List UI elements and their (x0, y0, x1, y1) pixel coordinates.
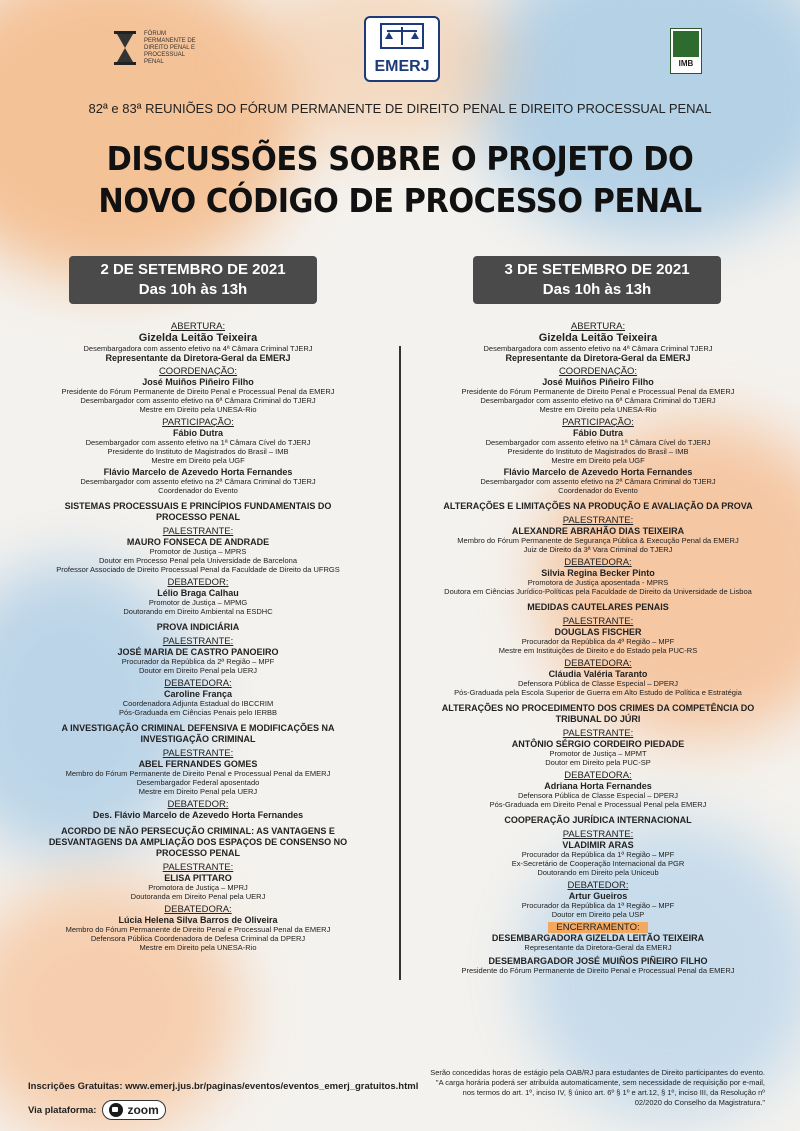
speaker-info: Mestre em Direito Penal pela UERJ (138, 787, 258, 796)
platform-label: Via plataforma: (28, 1104, 97, 1116)
speaker-info: Promotora de Justiça aposentada - MPRS (527, 578, 669, 587)
speaker-info: Promotora de Justiça – MPRJ (148, 883, 248, 892)
speaker-info: Promotor de Justiça – MPRS (149, 547, 247, 556)
label: PALESTRANTE: (162, 748, 234, 759)
speaker-info: Defensora Pública de Classe Especial – DPERJ (517, 679, 679, 688)
speaker-info: Representante da Diretora-Geral da EMERJ (105, 353, 291, 363)
title-line-2: NOVO CÓDIGO DE PROCESSO PENAL (98, 181, 702, 220)
label: PALESTRANTE: (162, 526, 234, 537)
label: DEBATEDORA: (164, 678, 232, 689)
speaker-name: José Muiños Piñeiro Filho (542, 377, 654, 387)
imb-logo (670, 28, 702, 74)
note-line: "A carga horária poderá ser atribuída automaticamente, sem necessidade de requisição por e-mail, (435, 1078, 765, 1087)
label: ABERTURA: (170, 321, 226, 332)
session-title: A INVESTIGAÇÃO CRIMINAL DEFENSIVA E MODIFICAÇÕES NA INVESTIGAÇÃO CRIMINAL (61, 723, 335, 744)
speaker-info: Desembargadora com assento efetivo na 4ª Câmara Criminal TJERJ (483, 344, 713, 353)
speaker-info: Desembargador com assento efetivo na 6ª Câmara Criminal do TJERJ (480, 396, 716, 405)
speaker-name: VLADIMIR ARAS (562, 840, 634, 850)
label: COORDENAÇÃO: (558, 366, 638, 377)
registration-info[interactable]: Inscrições Gratuitas: www.emerj.jus.br/paginas/eventos/eventos_emerj_gratuitos.html (28, 1081, 419, 1092)
forum-logo (112, 30, 204, 66)
hourglass-icon (112, 30, 138, 66)
speaker-info: Promotor de Justiça – MPMT (549, 749, 647, 758)
session-title: ACORDO DE NÃO PERSECUÇÃO CRIMINAL: AS VANTAGENS E DESVANTAGENS DA AMPLIAÇÃO DOS ESPAÇOS DE CONSENSO NO PROCESSO PENAL (48, 826, 348, 858)
speaker-info: Membro do Fórum Permanente de Direito Penal e Processual Penal da EMERJ (65, 769, 331, 778)
label: DEBATEDORA: (564, 770, 632, 781)
speaker-name: DOUGLAS FISCHER (554, 627, 642, 637)
speaker-info: Procurador da República da 4ª Região – MPF (521, 637, 675, 646)
imb-emblem-icon (673, 31, 699, 57)
speaker-info: Membro do Fórum Permanente de Segurança Pública & Execução Penal da EMERJ (457, 536, 739, 545)
speaker-name: ELISA PITTARO (164, 873, 232, 883)
speaker-name: José Muiños Piñeiro Filho (142, 377, 254, 387)
speaker-info: Desembargadora com assento efetivo na 4ª Câmara Criminal TJERJ (83, 344, 313, 353)
day1-program (40, 318, 356, 952)
speaker-info: Doutora em Ciências Jurídico-Políticas pela Faculdade de Direito da Universidade de Lisboa (444, 587, 752, 596)
speaker-info: Mestre em Direito pela UNESA-Rio (139, 405, 257, 414)
session-title: SISTEMAS PROCESSUAIS E PRINCÍPIOS FUNDAMENTAIS DO PROCESSO PENAL (64, 501, 332, 522)
speaker-name: ABEL FERNANDES GOMES (138, 759, 258, 769)
speaker-info: Doutorando em Direito pela Uniceub (537, 868, 659, 877)
label: PARTICIPAÇÃO: (162, 417, 234, 428)
note-line: nos termos do art. 1º, inciso IV, § único art. 6º § 1º e art.12, § 1º, inciso III, da Resolução nº (462, 1088, 765, 1097)
speaker-name: Flávio Marcelo de Azevedo Horta Fernandes (103, 467, 293, 477)
label: DEBATEDOR: (567, 880, 629, 891)
speaker-name: ALEXANDRE ABRAHÃO DIAS TEIXEIRA (511, 526, 685, 536)
day2-date: 3 DE SETEMBRO DE 2021 (504, 261, 690, 278)
speaker-info: Mestre em Direito pela UGF (551, 456, 645, 465)
scales-icon (377, 22, 427, 52)
speaker-name: Adriana Horta Fernandes (544, 781, 652, 791)
speaker-info: Promotor de Justiça – MPMG (148, 598, 248, 607)
speaker-info: Procurador da República da 1ª Região – MPF (521, 850, 675, 859)
speaker-name: JOSÉ MARIA DE CASTRO PANOEIRO (117, 647, 279, 657)
imb-logo-text: IMB (678, 59, 694, 68)
speaker-info: Coordenador do Evento (558, 486, 638, 495)
speaker-name: Gizelda Leitão Teixeira (538, 332, 658, 344)
speaker-info: Coordenadora Adjunta Estadual do IBCCRIM (122, 699, 274, 708)
speaker-name: Cláudia Valéria Taranto (548, 669, 648, 679)
day2-date-box (473, 256, 721, 304)
zoom-text: zoom (127, 1103, 159, 1117)
speaker-name: Lúcia Helena Silva Barros de Oliveira (118, 915, 278, 925)
label: PALESTRANTE: (562, 616, 634, 627)
speaker-info: Doutor em Direito pela USP (551, 910, 645, 919)
speaker-name: Caroline França (163, 689, 233, 699)
session-title: COOPERAÇÃO JURÍDICA INTERNACIONAL (504, 815, 692, 825)
speaker-name: DESEMBARGADOR JOSÉ MUIÑOS PIÑEIRO FILHO (488, 956, 708, 966)
speaker-info: Doutor em Direito pela PUC-SP (545, 758, 651, 767)
label: PALESTRANTE: (162, 636, 234, 647)
day2-program (428, 318, 768, 975)
speaker-name: Flávio Marcelo de Azevedo Horta Fernandes (503, 467, 693, 477)
speaker-name: Fábio Dutra (172, 428, 223, 438)
day2-time: Das 10h às 13h (542, 281, 652, 298)
speaker-name: Artur Gueiros (568, 891, 628, 901)
label: PALESTRANTE: (562, 728, 634, 739)
speaker-name: Silvia Regina Becker Pinto (541, 568, 655, 578)
speaker-info: Representante da Diretora-Geral da EMERJ (505, 353, 691, 363)
speaker-info: Doutor em Processo Penal pela Universidade de Barcelona (98, 556, 298, 565)
session-title: PROVA INDICIÁRIA (156, 622, 240, 632)
speaker-info: Mestre em Instituições de Direito e do Estado pela PUC-RS (498, 646, 698, 655)
speaker-info: Mestre em Direito pela UNESA-Rio (139, 943, 257, 952)
label: DEBATEDOR: (167, 577, 229, 588)
speaker-info: Doutoranda em Direito Penal pela UERJ (130, 892, 266, 901)
speaker-info: Pós-Graduada em Direito Penal e Processual Penal pela EMERJ (489, 800, 707, 809)
speaker-info: Defensora Pública Coordenadora de Defesa Criminal da DPERJ (90, 934, 306, 943)
speaker-info: Desembargador com assento efetivo na 1ª Câmara Cível do TJERJ (485, 438, 711, 447)
speaker-info: Presidente do Fórum Permanente de Direito Penal e Processual Penal da EMERJ (461, 387, 735, 396)
label: PALESTRANTE: (562, 515, 634, 526)
speaker-info: Presidente do Fórum Permanente de Direito Penal e Processual Penal da EMERJ (61, 387, 335, 396)
label: DEBATEDOR: (167, 799, 229, 810)
label: DEBATEDORA: (164, 904, 232, 915)
note-line: 02/2020 do Conselho da Magistratura." (634, 1098, 765, 1107)
platform-row (28, 1100, 166, 1120)
speaker-info: Pós-Graduada em Ciências Penais pelo IERBB (119, 708, 277, 717)
speaker-name: MAURO FONSECA DE ANDRADE (126, 537, 270, 547)
day1-date: 2 DE SETEMBRO DE 2021 (100, 261, 286, 278)
event-subtitle: 82ª e 83ª REUNIÕES DO FÓRUM PERMANENTE DE DIREITO PENAL E DIREITO PROCESSUAL PENAL (88, 101, 712, 116)
label: COORDENAÇÃO: (158, 366, 238, 377)
label: DEBATEDORA: (564, 658, 632, 669)
speaker-info: Presidente do Instituto de Magistrados do Brasil – IMB (107, 447, 289, 456)
speaker-info: Membro do Fórum Permanente de Direito Penal e Processual Penal da EMERJ (65, 925, 331, 934)
speaker-info: Juiz de Direito da 3ª Vara Criminal do TJERJ (523, 545, 673, 554)
closing-label-row (428, 922, 768, 933)
speaker-info: Desembargador com assento efetivo na 6ª Câmara Criminal do TJERJ (80, 396, 316, 405)
label: ABERTURA: (570, 321, 626, 332)
label: PALESTRANTE: (562, 829, 634, 840)
label: PARTICIPAÇÃO: (562, 417, 634, 428)
day1-date-box (69, 256, 317, 304)
speaker-info: Ex-Secretário de Cooperação Internacional da PGR (511, 859, 685, 868)
speaker-info: Mestre em Direito pela UGF (151, 456, 245, 465)
closing-label: ENCERRAMENTO: (548, 922, 647, 933)
speaker-name: DESEMBARGADORA GIZELDA LEITÃO TEIXEIRA (491, 933, 705, 943)
speaker-name: ANTÔNIO SÉRGIO CORDEIRO PIEDADE (511, 739, 685, 749)
label: DEBATEDORA: (564, 557, 632, 568)
session-title: ALTERAÇÕES E LIMITAÇÕES NA PRODUÇÃO E AVALIAÇÃO DA PROVA (443, 501, 753, 511)
speaker-info: Doutor em Direito Penal pela UERJ (139, 666, 257, 675)
speaker-info: Defensora Pública de Classe Especial – DPERJ (517, 791, 679, 800)
emerj-logo (364, 16, 440, 82)
column-divider (399, 346, 401, 980)
footer-notes (400, 1068, 765, 1108)
day1-time: Das 10h às 13h (138, 281, 248, 298)
session-title: ALTERAÇÕES NO PROCEDIMENTO DOS CRIMES DA COMPETÊNCIA DO TRIBUNAL DO JÚRI (441, 703, 755, 724)
speaker-info: Desembargador Federal aposentado (136, 778, 260, 787)
speaker-info: Doutorando em Direito Ambiental na ESDHC (123, 607, 273, 616)
speaker-info: Desembargador com assento efetivo na 2ª Câmara Criminal do TJERJ (480, 477, 716, 486)
forum-logo-text: FÓRUM PERMANENTE DE DIREITO PENAL E PROCESSUAL PENAL (144, 30, 196, 65)
speaker-info: Professor Associado de Direito Processual Penal da Faculdade de Direito da UFRGS (56, 565, 340, 574)
session-title: MEDIDAS CAUTELARES PENAIS (527, 602, 669, 612)
speaker-info: Procurador da República da 1ª Região – MPF (521, 901, 675, 910)
speaker-info: Pós-Graduada pela Escola Superior de Guerra em Alto Estudo de Política e Estratégia (454, 688, 742, 697)
speaker-info: Procurador da República da 2ª Região – MPF (121, 657, 275, 666)
speaker-name: Des. Flávio Marcelo de Azevedo Horta Fernandes (92, 810, 304, 820)
emerj-logo-text: EMERJ (374, 58, 430, 75)
title-line-1: DISCUSSÕES SOBRE O PROJETO DO (106, 139, 694, 178)
speaker-info: Presidente do Fórum Permanente de Direito Penal e Processual Penal da EMERJ (461, 966, 735, 975)
event-title (32, 138, 768, 222)
speaker-name: Fábio Dutra (572, 428, 623, 438)
speaker-info: Desembargador com assento efetivo na 1ª Câmara Cível do TJERJ (85, 438, 311, 447)
speaker-info: Desembargador com assento efetivo na 2ª Câmara Criminal do TJERJ (80, 477, 316, 486)
speaker-info: Representante da Diretora-Geral da EMERJ (524, 943, 672, 952)
speaker-info: Presidente do Instituto de Magistrados do Brasil – IMB (507, 447, 689, 456)
speaker-name: Gizelda Leitão Teixeira (138, 332, 258, 344)
speaker-name: Lélio Braga Calhau (157, 588, 239, 598)
zoom-logo (102, 1100, 165, 1120)
note-line: Serão concedidas horas de estágio pela OAB/RJ para estudantes de Direito participantes do evento. (430, 1068, 765, 1077)
camera-icon (109, 1103, 123, 1117)
speaker-info: Mestre em Direito pela UNESA-Rio (539, 405, 657, 414)
label: PALESTRANTE: (162, 862, 234, 873)
speaker-info: Coordenador do Evento (158, 486, 238, 495)
